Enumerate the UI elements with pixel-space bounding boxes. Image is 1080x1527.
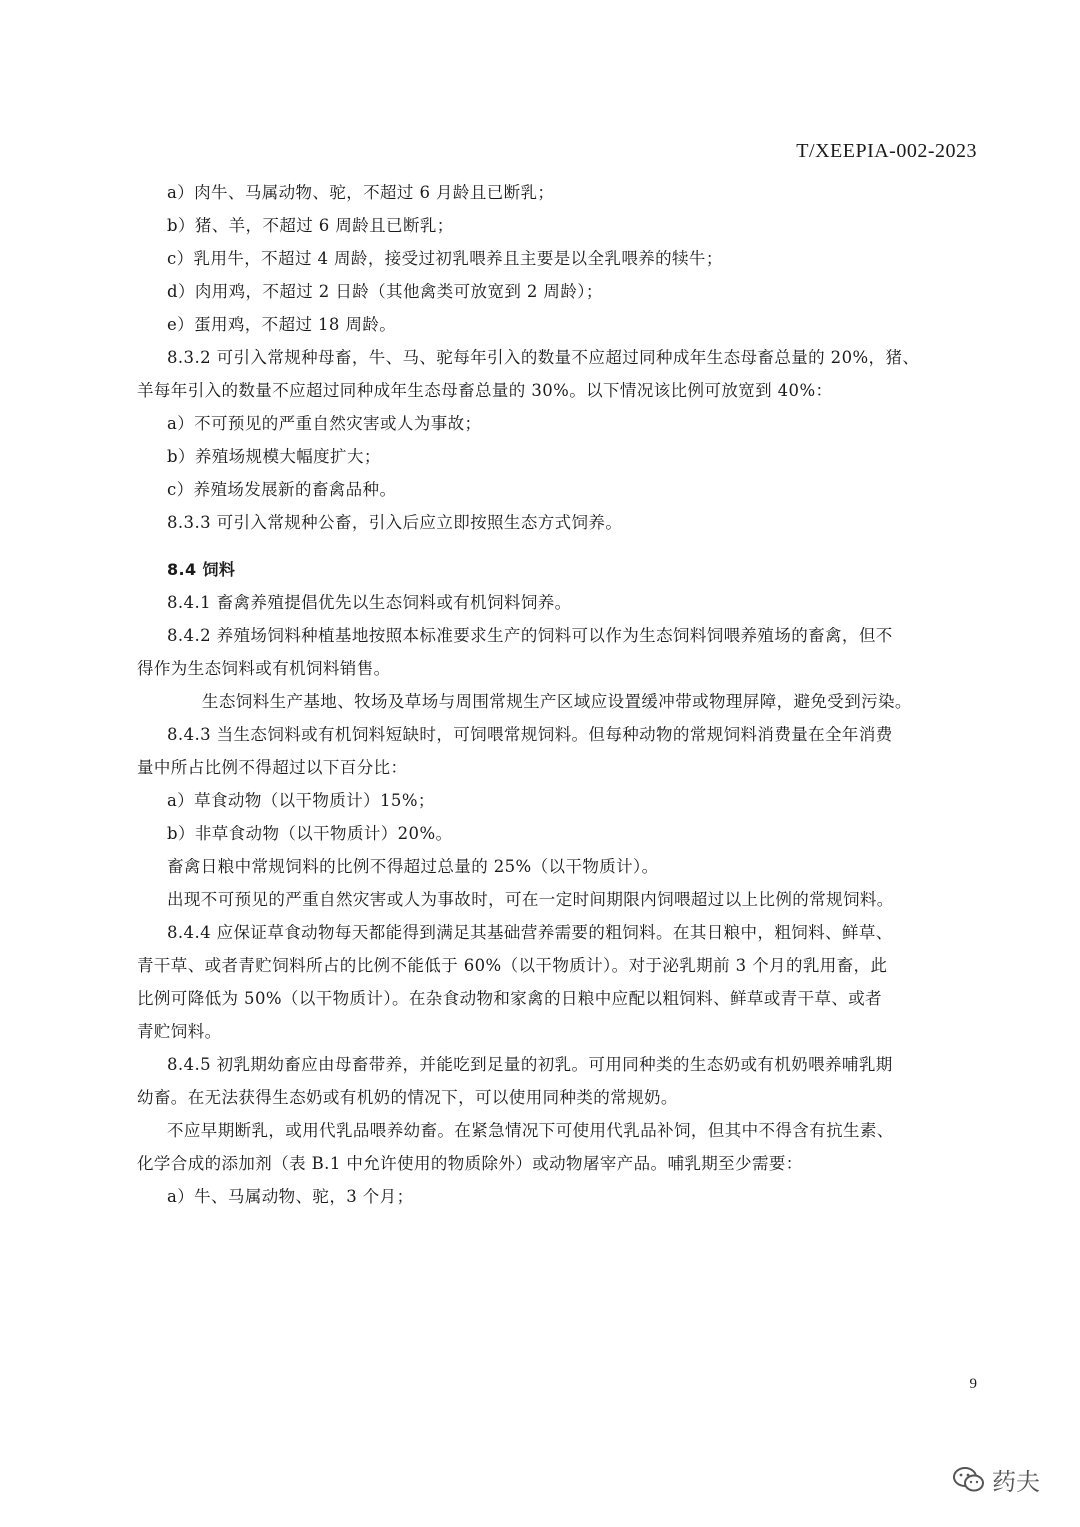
watermark-text: 药夫: [992, 1468, 1040, 1496]
paragraph: 畜禽日粮中常规饲料的比例不得超过总量的 25%（以干物质计）。: [167, 857, 659, 876]
list-item: b）养殖场规模大幅度扩大；: [167, 447, 381, 466]
clause-8-3-3: 8.3.3 可引入常规种公畜，引入后应立即按照生态方式饲养。: [167, 513, 623, 532]
clause-8-4-4-line-4: 青贮饲料。: [137, 1022, 222, 1041]
section-heading-8-4: 8.4 饲料: [167, 560, 236, 579]
page-number: 9: [969, 1376, 977, 1392]
clause-8-4-4-line-1: 8.4.4 应保证草食动物每天都能得到满足其基础营养需要的粗饲料。在其日粮中，粗饲料、鲜草、: [167, 923, 893, 942]
clause-8-4-1: 8.4.1 畜禽养殖提倡优先以生态饲料或有机饲料饲养。: [167, 593, 572, 612]
clause-8-4-3-line-1: 8.4.3 当生态饲料或有机饲料短缺时，可饲喂常规饲料。但每种动物的常规饲料消费量在全年消费: [167, 725, 893, 744]
watermark: [952, 1462, 1040, 1497]
list-item: b）非草食动物（以干物质计）20%。: [167, 824, 453, 843]
paragraph-line-2: 化学合成的添加剂（表 B.1 中允许使用的物质除外）或动物屠宰产品。哺乳期至少需要：: [137, 1154, 803, 1173]
clause-8-3-2-line-1: 8.3.2 可引入常规种母畜，牛、马、驼每年引入的数量不应超过同种成年生态母畜总量的 20%，猪、: [167, 348, 920, 367]
list-item: c）养殖场发展新的畜禽品种。: [167, 480, 397, 499]
clause-8-4-2-line-2: 得作为生态饲料或有机饲料销售。: [137, 659, 391, 678]
wechat-icon: [952, 1465, 986, 1495]
list-item: c）乳用牛，不超过 4 周龄，接受过初乳喂养且主要是以全乳喂养的犊牛；: [167, 249, 723, 268]
clause-8-4-4-line-2: 青干草、或者青贮饲料所占的比例不能低于 60%（以干物质计）。对于泌乳期前 3 个月的乳用畜，此: [137, 956, 888, 975]
document-code: T/XEEPIA-002-2023: [796, 140, 977, 162]
clause-8-4-3-line-2: 量中所占比例不得超过以下百分比：: [137, 758, 408, 777]
list-item: a）不可预见的严重自然灾害或人为事故；: [167, 414, 482, 433]
list-item: a）牛、马属动物、驼，3 个月；: [167, 1187, 414, 1206]
clause-8-4-5-line-1: 8.4.5 初乳期幼畜应由母畜带养，并能吃到足量的初乳。可用同种类的生态奶或有机奶喂养哺乳期: [167, 1055, 893, 1074]
list-item: b）猪、羊，不超过 6 周龄且已断乳；: [167, 216, 454, 235]
clause-8-3-2-line-2: 羊每年引入的数量不应超过同种成年生态母畜总量的 30%。以下情况该比例可放宽到 40%：: [137, 381, 833, 400]
clause-8-4-2-note: 生态饲料生产基地、牧场及草场与周围常规生产区域应设置缓冲带或物理屏障，避免受到污染。: [202, 692, 912, 711]
clause-8-4-2-line-1: 8.4.2 养殖场饲料种植基地按照本标准要求生产的饲料可以作为生态饲料饲喂养殖场的畜禽，但不: [167, 626, 893, 645]
paragraph-line-1: 不应早期断乳，或用代乳品喂养幼畜。在紧急情况下可使用代乳品补饲，但其中不得含有抗生素、: [167, 1121, 894, 1140]
page-content: [137, 176, 979, 1213]
clause-8-4-5-line-2: 幼畜。在无法获得生态奶或有机奶的情况下，可以使用同种类的常规奶。: [137, 1088, 678, 1107]
paragraph: 出现不可预见的严重自然灾害或人为事故时，可在一定时间期限内饲喂超过以上比例的常规饲料。: [167, 890, 894, 909]
list-item: a）草食动物（以干物质计）15%；: [167, 791, 435, 810]
list-item: a）肉牛、马属动物、驼，不超过 6 月龄且已断乳；: [167, 183, 555, 202]
list-item: e）蛋用鸡，不超过 18 周龄。: [167, 315, 397, 334]
list-item: d）肉用鸡，不超过 2 日龄（其他禽类可放宽到 2 周龄）；: [167, 282, 603, 301]
clause-8-4-4-line-3: 比例可降低为 50%（以干物质计）。在杂食动物和家禽的日粮中应配以粗饲料、鲜草或青干草、或者: [137, 989, 883, 1008]
